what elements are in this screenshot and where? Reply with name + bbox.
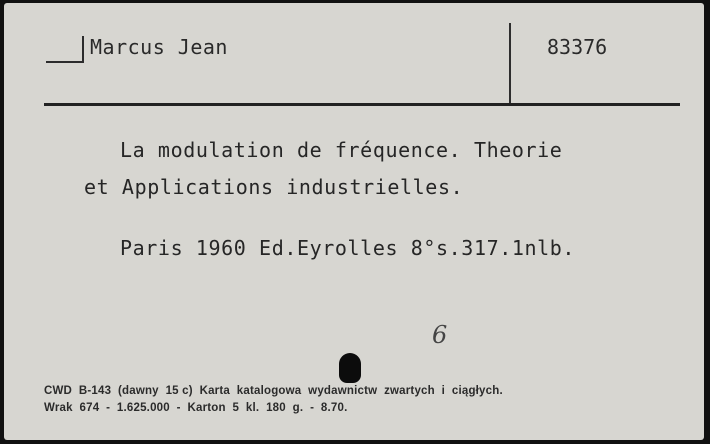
imprint-line: Paris 1960 Ed.Eyrolles 8°s.317.1nlb. bbox=[120, 236, 576, 260]
footer-line-2: Wrak 674 - 1.625.000 - Karton 5 kl. 180 g. - 8.70. bbox=[44, 402, 348, 414]
call-number: 83376 bbox=[547, 35, 608, 59]
author-stub-line bbox=[46, 61, 82, 63]
header-divider bbox=[509, 23, 511, 103]
header-rule bbox=[44, 103, 680, 106]
handwritten-mark: 6 bbox=[432, 321, 448, 349]
author-stub-tick bbox=[82, 36, 84, 63]
punch-hole bbox=[339, 353, 361, 383]
title-line-2: et Applications industrielles. bbox=[84, 175, 464, 199]
author-name: Marcus Jean bbox=[90, 35, 228, 59]
title-line-1: La modulation de fréquence. Theorie bbox=[120, 138, 563, 162]
footer-line-1: CWD B-143 (dawny 15 c) Karta katalogowa wydawnictw zwartych i ciągłych. bbox=[44, 385, 503, 397]
catalog-card bbox=[4, 3, 704, 440]
